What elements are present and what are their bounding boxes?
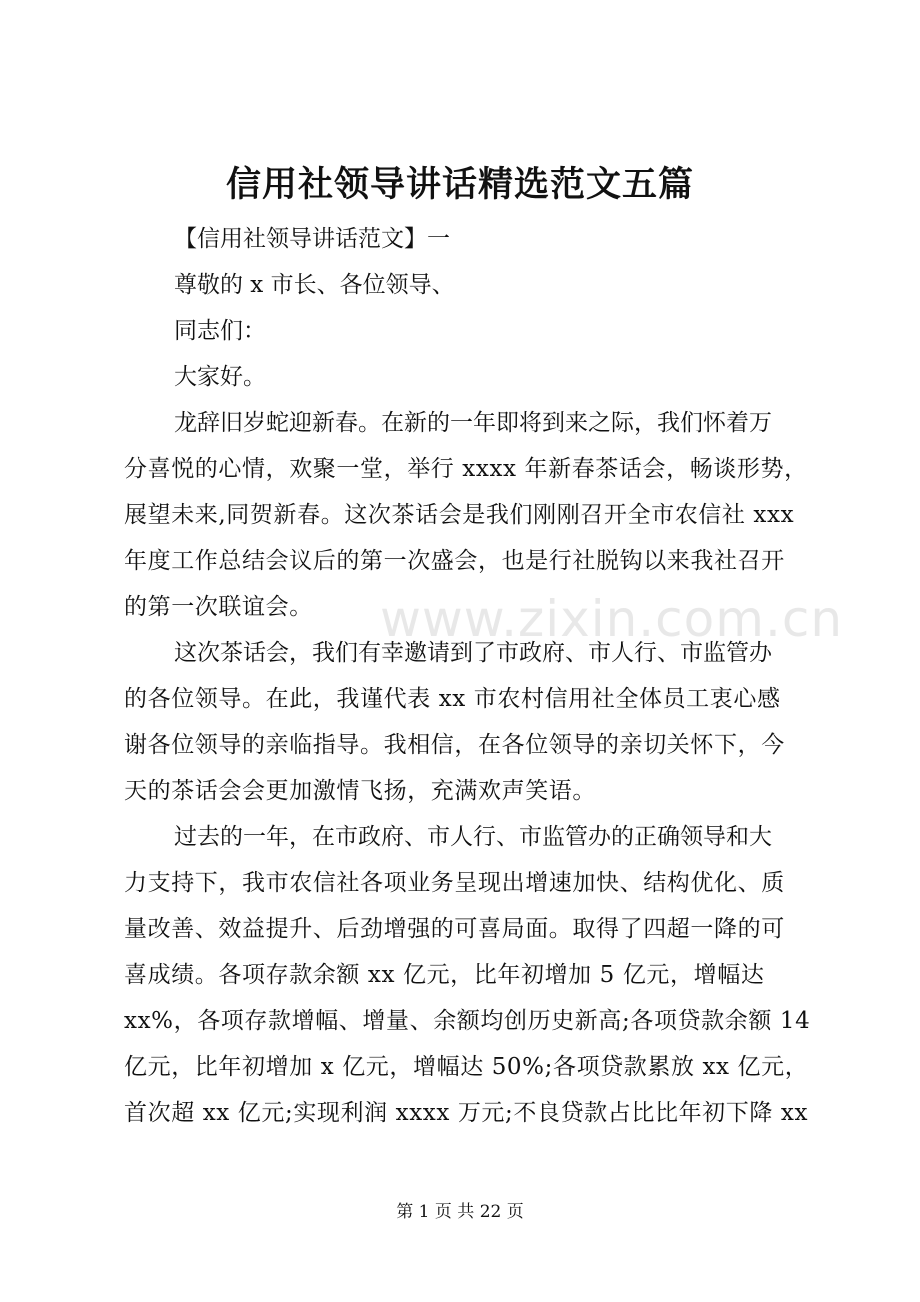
text-line: 【信用社领导讲话范文】一: [174, 226, 450, 252]
document-title: 信用社领导讲话精选范文五篇: [225, 164, 694, 205]
text-line: 展望未来,同贺新春。这次茶话会是我们刚刚召开全市农信社 xxx: [124, 502, 795, 528]
text-line: 谢各位领导的亲临指导。我相信，在各位领导的亲切关怀下，今: [124, 732, 785, 758]
text-line: 分喜悦的心情，欢聚一堂，举行 xxxx 年新春茶话会，畅谈形势，: [124, 456, 808, 482]
text-line: 喜成绩。各项存款余额 xx 亿元，比年初增加 5 亿元，增幅达: [124, 962, 765, 988]
text-line: 的各位领导。在此，我谨代表 xx 市农村信用社全体员工衷心感: [124, 686, 781, 712]
document-body: [124, 216, 811, 1136]
text-line: 年度工作总结会议后的第一次盛会，也是行社脱钩以来我社召开: [124, 548, 785, 574]
text-line: 力支持下，我市农信社各项业务呈现出增速加快、结构优化、质: [124, 870, 785, 896]
text-line: 量改善、效益提升、后劲增强的可喜局面。取得了四超一降的可: [124, 916, 785, 942]
text-line: xx%，各项存款增幅、增量、余额均创历史新高;各项贷款余额 14: [124, 1008, 811, 1034]
text-line: 尊敬的 x 市长、各位领导、: [174, 272, 455, 298]
text-line: 天的茶话会会更加激情飞扬，充满欢声笑语。: [124, 778, 596, 804]
text-line: 龙辞旧岁蛇迎新春。在新的一年即将到来之际，我们怀着万: [174, 410, 772, 436]
watermark: www.zixin.com.cn: [380, 590, 844, 648]
text-line: 亿元，比年初增加 x 亿元，增幅达 50%;各项贷款累放 xx 亿元，: [124, 1054, 809, 1080]
page-footer: 第 1 页 共 22 页: [396, 1202, 524, 1222]
text-line: 大家好。: [174, 364, 266, 390]
text-line: 这次茶话会，我们有幸邀请到了市政府、市人行、市监管办: [174, 640, 772, 666]
text-line: 首次超 xx 亿元;实现利润 xxxx 万元;不良贷款占比比年初下降 xx: [124, 1100, 809, 1126]
text-line: 同志们：: [174, 318, 266, 344]
text-line: 的第一次联谊会。: [124, 594, 313, 620]
text-line: 过去的一年，在市政府、市人行、市监管办的正确领导和大: [174, 824, 772, 850]
